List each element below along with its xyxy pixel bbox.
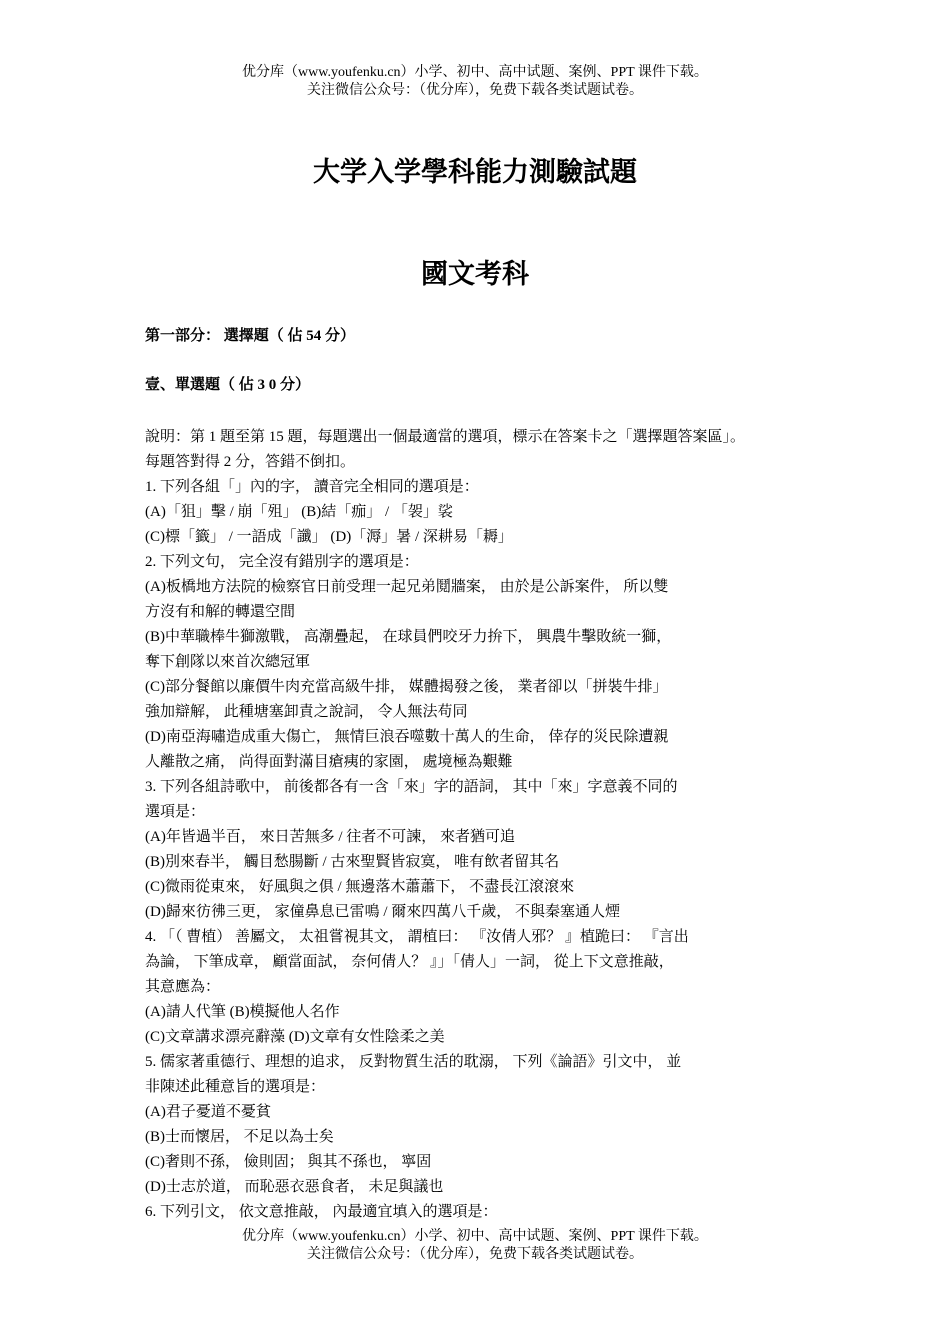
text-line: 1. 下列各組「」內的字， 讀音完全相同的選項是： [145, 479, 479, 495]
text-line: 人離散之痛， 尚得面對滿目瘡痍的家園， 處境極為艱難 [145, 754, 513, 770]
page-footer [0, 1228, 950, 1264]
footer-line-1: 优分库（www.youfenku.cn）小学、初中、高中试题、案例、PPT 课件下载。 [242, 1229, 708, 1244]
text-line: 為論， 下筆成章， 顧當面試， 奈何倩人？ 』」「倩人」一詞， 從上下文意推敲， [145, 954, 674, 970]
text-line: 選項是： [145, 804, 206, 820]
text-line: (D)南亞海嘯造成重大傷亡， 無情巨浪吞噬數十萬人的生命， 倖存的災民除遭親 [145, 729, 669, 745]
text-line: 3. 下列各組詩歌中， 前後都各有一含「來」字的語詞， 其中「來」字意義不同的 [145, 779, 678, 795]
text-line: (A)「狙」擊 / 崩「殂」 (B)結「痂」 / 「袈」裟 [145, 504, 453, 520]
footer-line-2: 关注微信公众号：（优分库），免费下载各类试题试卷。 [307, 1247, 643, 1262]
part-heading: 第一部分： 選擇題（ 佔 54 分） [145, 328, 356, 344]
exam-subject: 國文考科 [421, 259, 529, 289]
text-line: 強加辯解， 此種塘塞卸責之說詞， 令人無法苟同 [145, 704, 468, 720]
exam-title: 大学入学學科能力測驗試題 [313, 157, 637, 187]
text-line: (B)中華職棒牛獅激戰， 高潮疊起， 在球員們咬牙力拚下， 興農牛擊敗統一獅， [145, 629, 672, 645]
text-line: 方沒有和解的轉還空間 [145, 604, 296, 620]
text-line: 5. 儒家著重德行、理想的追求， 反對物質生活的耽溺， 下列《論語》引文中， 並 [145, 1054, 682, 1070]
page-header [0, 64, 950, 100]
text-line: 奪下創隊以來首次總冠軍 [145, 654, 311, 670]
text-line: 其意應為： [145, 979, 221, 995]
text-line: (D)歸來彷彿三更， 家僮鼻息已雷鳴 / 爾來四萬八千歲， 不與秦塞通人煙 [145, 904, 620, 920]
text-line: (A)板橋地方法院的檢察官日前受理一起兄弟鬩牆案， 由於是公訴案件， 所以雙 [145, 579, 669, 595]
text-line: (D)士志於道， 而恥惡衣惡食者， 未足與議也 [145, 1179, 444, 1195]
text-line: 每題答對得 2 分，答錯不倒扣。 [145, 454, 356, 470]
header-line-2: 关注微信公众号：（优分库），免费下载各类试题试卷。 [307, 83, 643, 98]
text-line: (C)標「籤」 / 一語成「讖」 (D)「溽」暑 / 深耕易「耨」 [145, 529, 513, 545]
text-line: (B)士而懷居， 不足以為士矣 [145, 1129, 334, 1145]
text-line: (C)文章講求漂亮辭藻 (D)文章有女性陰柔之美 [145, 1029, 445, 1045]
header-line-1: 优分库（www.youfenku.cn）小学、初中、高中试题、案例、PPT 课件下载。 [242, 65, 708, 80]
text-line: 非陳述此種意旨的選項是： [145, 1079, 326, 1095]
text-line: 說明：第 1 題至第 15 題，每題選出一個最適當的選項，標示在答案卡之「選擇題答案區」。 [145, 429, 746, 445]
text-line: (A)君子憂道不憂貧 [145, 1104, 271, 1120]
text-line: (A)請人代筆 (B)模擬他人名作 [145, 1004, 340, 1020]
text-line: (B)別來春半， 觸目愁腸斷 / 古來聖賢皆寂寞， 唯有飲者留其名 [145, 854, 560, 870]
text-line: (C)微雨從東來， 好風與之俱 / 無邊落木蕭蕭下， 不盡長江滾滾來 [145, 879, 575, 895]
text-line: (C)奢則不孫， 儉則固； 與其不孫也， 寧固 [145, 1154, 432, 1170]
text-line: 4. 「（ 曹植） 善屬文， 太祖嘗視其文， 謂植曰： 『汝倩人邪？ 』植跪曰： 『言出 [145, 929, 689, 945]
text-line: (A)年皆過半百， 來日苦無多 / 往者不可諫， 來者猶可追 [145, 829, 515, 845]
section-heading: 壹、單選題（ 佔 3 0 分） [145, 377, 311, 393]
question-body [145, 425, 825, 1225]
text-line: 6. 下列引文， 依文意推敲， 內最適宜填入的選項是： [145, 1204, 498, 1220]
text-line: (C)部分餐館以廉價牛肉充當高級牛排， 媒體揭發之後， 業者卻以「拼裝牛排」 [145, 679, 668, 695]
text-line: 2. 下列文句， 完全沒有錯別字的選項是： [145, 554, 419, 570]
